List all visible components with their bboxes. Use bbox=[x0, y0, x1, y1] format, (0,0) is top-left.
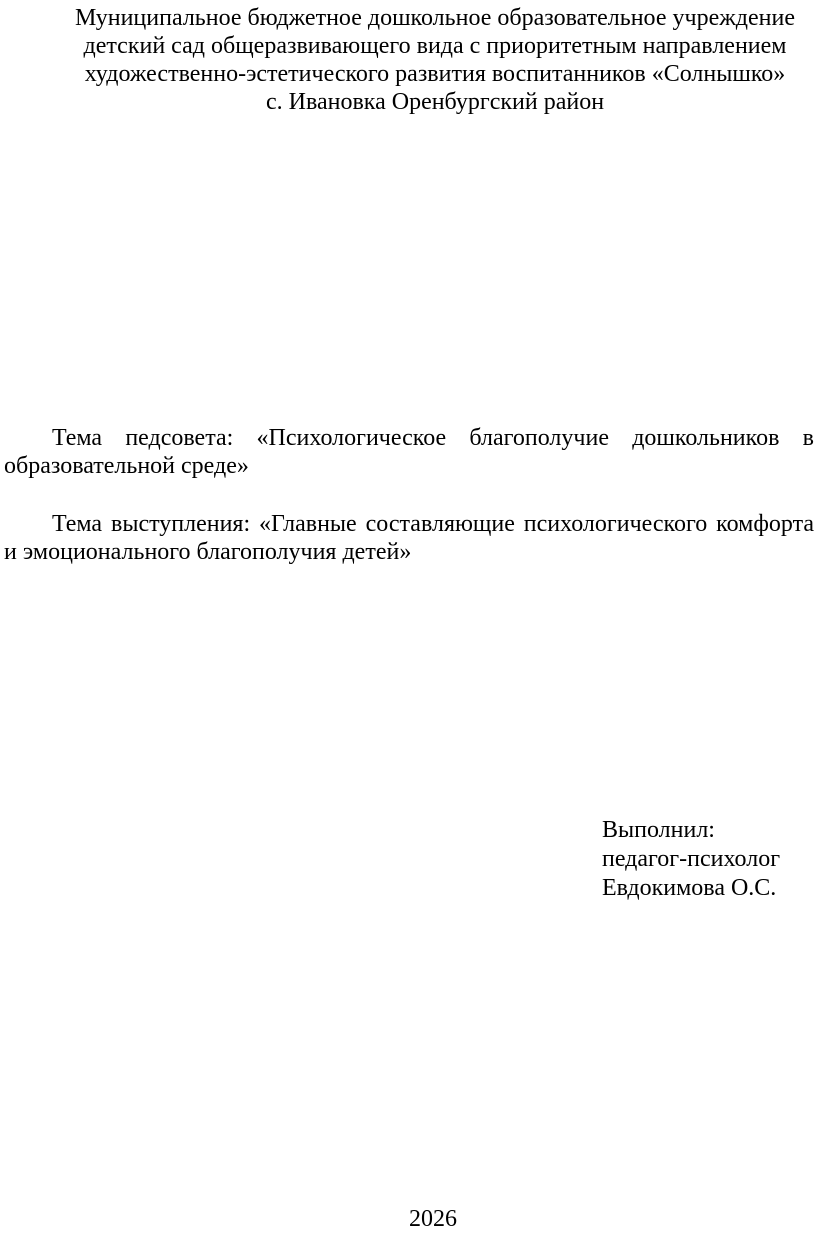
author-signature-block bbox=[602, 816, 780, 903]
header-line-2: детский сад общеразвивающего вида с приоритетным направлением bbox=[83, 33, 787, 59]
header-line-3: художественно-эстетического развития воспитанников «Солнышко» bbox=[84, 61, 786, 87]
signature-position: педагог-психолог bbox=[602, 846, 781, 872]
document-year: 2026 bbox=[409, 1206, 457, 1232]
council-topic-text: Тема педсовета: «Психологическое благополучие дошкольников в образовательной среде» bbox=[4, 425, 814, 479]
header-line-4: с. Ивановка Оренбургский район bbox=[265, 89, 605, 115]
speech-topic-text: Тема выступления: «Главные составляющие психологического комфорта и эмоционального благополучия детей» bbox=[4, 511, 814, 565]
council-topic bbox=[4, 424, 814, 480]
header-line-1: Муниципальное бюджетное дошкольное образовательное учреждение bbox=[75, 5, 795, 31]
institution-header bbox=[40, 4, 816, 116]
signature-name: Евдокимова О.С. bbox=[602, 875, 777, 901]
signature-role-label: Выполнил: bbox=[602, 817, 715, 843]
speech-topic bbox=[4, 510, 814, 566]
